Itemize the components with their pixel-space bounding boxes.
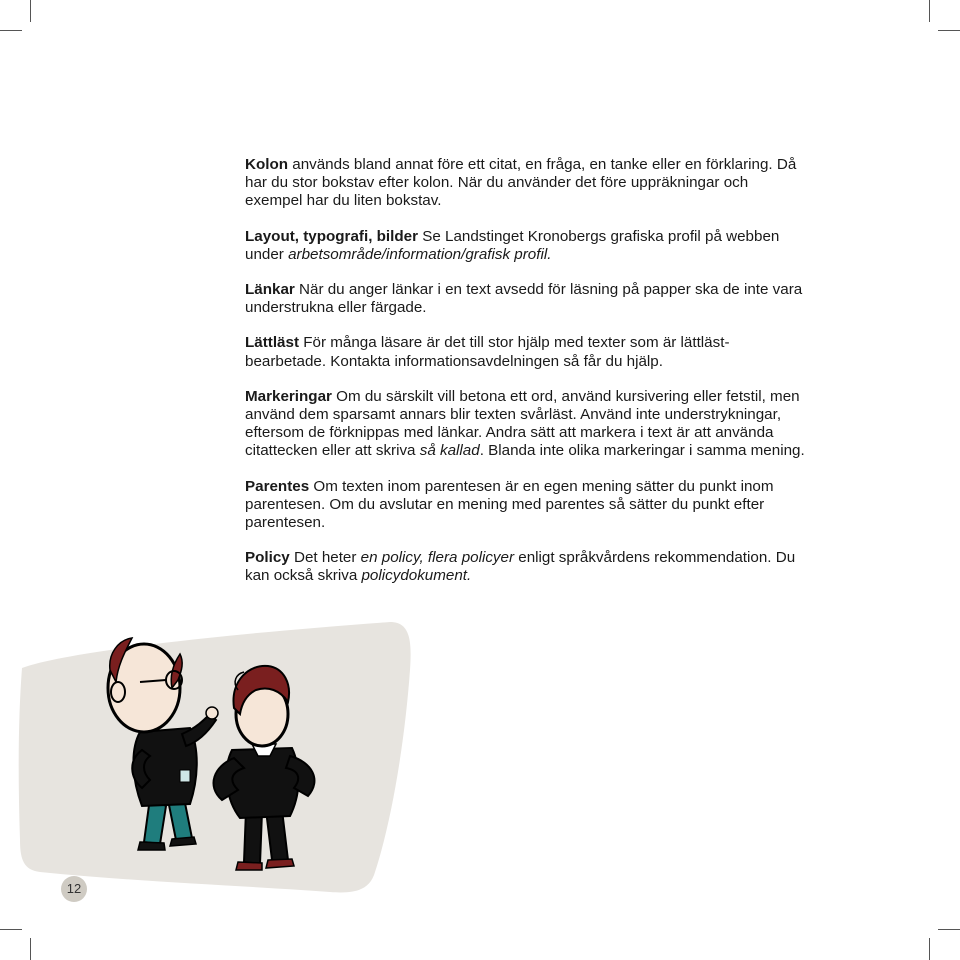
entry-term: Markeringar (245, 387, 332, 405)
crop-mark (938, 929, 960, 930)
entry-markeringar (245, 388, 805, 461)
entry-italic: arbetsområde/information/grafisk profil. (288, 245, 552, 263)
entry-text: Om du särskilt vill betona ett ord, använd kursivering eller fetstil, men använd dem sparsamt annars blir texten svårläst. Använd inte understrykningar, eftersom de förknippas med länkar. Andra sätt att markera i text är att använda citattecken eller att skriva (245, 387, 800, 460)
entry-term: Policy (245, 549, 290, 567)
crop-mark (938, 30, 960, 31)
entry-kolon (245, 156, 805, 211)
entry-italic-2: policydokument. (361, 567, 472, 585)
entry-term: Kolon (245, 156, 289, 173)
entry-italic: så kallad (419, 442, 480, 460)
entry-text: För många läsare är det till stor hjälp med texter som är lättlästbearbetade. Kontakta informationsavdelningen så får du hjälp. (245, 334, 730, 370)
entry-text: Det heter (289, 549, 361, 567)
glossary-content (245, 156, 805, 603)
entry-parentes (245, 478, 805, 533)
entry-text: När du anger länkar i en text avsedd för läsning på papper ska de inte vara understrukna eller färgade. (245, 281, 803, 317)
entry-term: Länkar (245, 281, 295, 299)
entry-layout (245, 228, 805, 264)
entry-text-after: enligt språkvårdens rekommendation. Du kan också skriva (245, 549, 796, 585)
illustration-backdrop (19, 622, 411, 892)
crop-mark (0, 929, 22, 930)
entry-text: Se Landstinget Kronobergs grafiska profil på webben under (245, 227, 780, 263)
crop-mark (30, 0, 31, 22)
entry-term: Lättläst (245, 334, 300, 352)
entry-policy (245, 549, 805, 585)
entry-lattlast (245, 334, 805, 370)
entry-term: Parentes (245, 477, 310, 495)
entry-italic: en policy, flera policyer (360, 549, 515, 567)
entry-lankar (245, 281, 805, 317)
crop-mark (0, 30, 22, 31)
crop-mark (30, 938, 31, 960)
entry-term: Layout, typografi, bilder (245, 227, 418, 245)
entry-text-after: . Blanda inte olika markeringar i samma mening. (479, 442, 805, 460)
crop-mark (929, 938, 930, 960)
entry-text: Om texten inom parentesen är en egen mening sätter du punkt inom parentesen. Om du avslutar en mening med parentes så sätter du punkt efter parentesen. (245, 477, 774, 532)
crop-mark (929, 0, 930, 22)
page-number-badge: 12 (61, 876, 87, 902)
two-men-illustration (0, 610, 420, 900)
entry-text: används bland annat före ett citat, en fråga, en tanke eller en förklaring. Då har du stor bokstav efter kolon. När du använder det före uppräkningar och exempel har du liten bokstav. (245, 156, 797, 210)
